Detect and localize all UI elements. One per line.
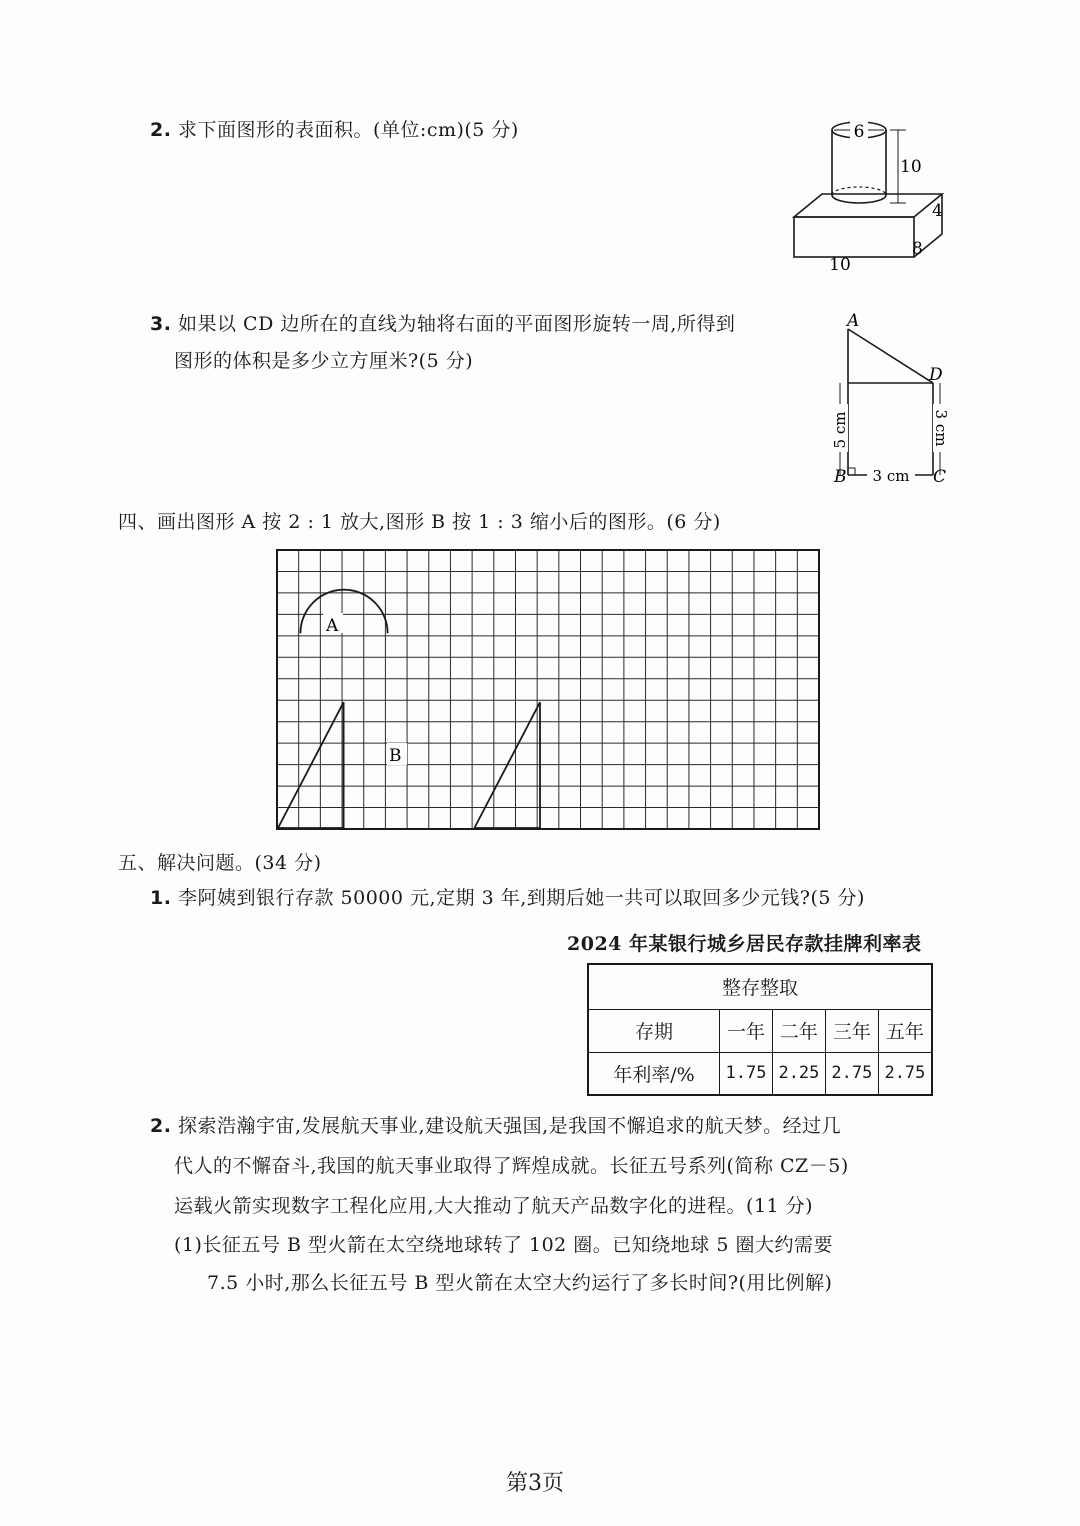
s5-q2-sub1-line1: (1)长征五号 B 型火箭在太空绕地球转了 102 圈。已知绕地球 5 圈大约需要 [174,1234,833,1256]
rate-table-rate: 2.25 [772,1052,825,1095]
shape-a-label: A [326,616,339,636]
q2-text [150,121,519,140]
q2-height-label: 10 [900,157,922,177]
rate-table-term: 五年 [878,1009,932,1052]
q2-box-depth-label: 8 [912,239,923,259]
section4-heading: 四、画出图形 A 按 2 : 1 放大,图形 B 按 1 : 3 缩小后的图形。(6 分) [118,511,721,533]
s5-q1-prompt: 李阿姨到银行存款 50000 元,定期 3 年,到期后她一共可以取回多少元钱?(5 分) [178,887,865,909]
q3-prompt-line1: 如果以 CD 边所在的直线为轴将右面的平面图形旋转一周,所得到 [178,313,736,335]
q3-bottom-length: 3 cm [872,467,910,485]
rate-table-rate-label: 年利率/% [588,1052,720,1095]
q3-number: 3. [150,313,172,335]
rate-table-rate: 1.75 [720,1052,773,1095]
q3-point-c: C [933,467,947,487]
q2-box-height-label: 4 [932,201,943,221]
s5-q2-line1 [150,1117,841,1136]
rate-table [587,963,933,1096]
q3-prompt-line2: 图形的体积是多少立方厘米?(5 分) [174,350,474,372]
s5-q1 [150,889,865,908]
q2-diameter-label: 6 [853,122,865,142]
rate-table-rate: 2.75 [825,1052,878,1095]
s5-q2-text-line3: 运载火箭实现数字工程化应用,大大推动了航天产品数字化的进程。(11 分) [174,1195,814,1217]
q3-right-length: 3 cm [932,409,950,447]
s5-q1-number: 1. [150,887,172,909]
rate-table-header: 整存整取 [588,964,932,1009]
q3-point-d: D [929,365,943,385]
page-number: 第3页 [506,1471,564,1496]
q3-trapezoid-figure [825,308,955,488]
rate-table-term: 三年 [825,1009,878,1052]
shape-b-label: B [389,746,402,766]
q3-point-a: A [847,311,860,331]
q3-left-length: 5 cm [831,411,849,449]
q2-solid-figure [780,110,960,280]
q2-number: 2. [150,119,172,141]
s5-q2-number: 2. [150,1115,172,1137]
q2-prompt: 求下面图形的表面积。(单位:cm)(5 分) [178,119,519,141]
rate-table-term: 二年 [772,1009,825,1052]
drawing-grid[interactable] [276,549,821,831]
rate-table-term: 一年 [720,1009,773,1052]
s5-q2-sub1-line2: 7.5 小时,那么长征五号 B 型火箭在太空大约运行了多长时间?(用比例解) [207,1272,833,1294]
rate-table-term-label: 存期 [588,1009,720,1052]
section5-heading: 五、解决问题。(34 分) [118,852,322,874]
q3-line1 [150,315,735,334]
shape-a [300,590,387,634]
rate-table-rate: 2.75 [878,1052,932,1095]
s5-q2-text-line2: 代人的不懈奋斗,我国的航天事业取得了辉煌成就。长征五号系列(简称 CZ－5) [174,1155,849,1177]
q2-box-width-label: 10 [829,255,851,275]
q3-point-b: B [834,467,847,487]
rate-table-title: 2024 年某银行城乡居民存款挂牌利率表 [567,933,922,955]
s5-q2-text-line1: 探索浩瀚宇宙,发展航天事业,建设航天强国,是我国不懈追求的航天梦。经过几 [178,1115,842,1137]
